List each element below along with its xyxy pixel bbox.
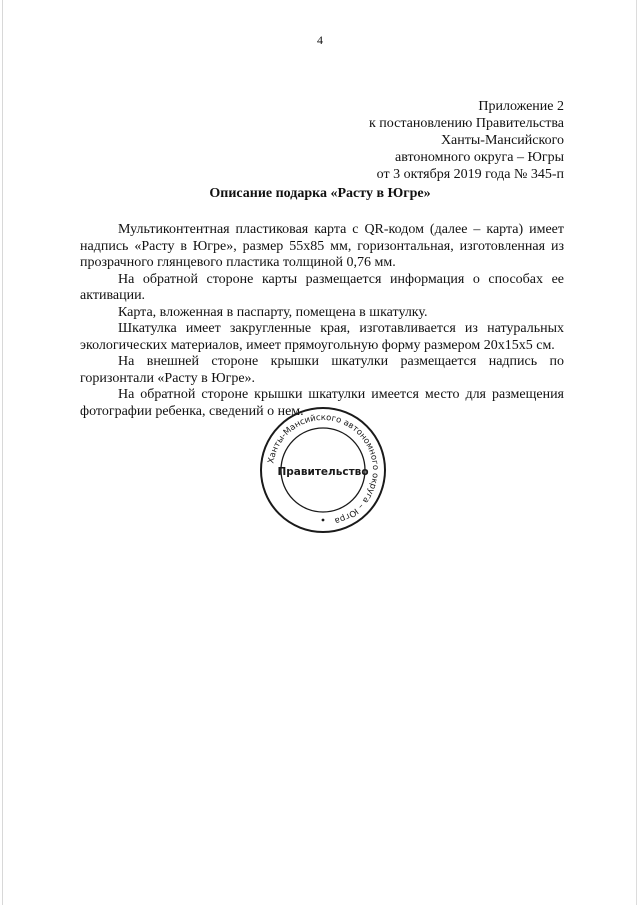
paragraph-passepartout: Карта, вложенная в паспарту, помещена в шкатулку. (118, 304, 428, 320)
appendix-block (369, 98, 564, 183)
scan-edge-right (636, 0, 637, 905)
stamp-ring-text: Ханты-Мансийского автономного округа – Югра (266, 412, 381, 526)
paragraph-card-back: На обратной стороне карты размещается информация о способах ее активации. (80, 271, 564, 303)
official-stamp-seal (258, 405, 388, 535)
appendix-line: Ханты-Мансийского (440, 133, 564, 148)
paragraph-lid-outside: На внешней стороне крышки шкатулки размещается надпись по горизонтали «Расту в Югре». (80, 354, 564, 386)
body-text (80, 222, 564, 420)
appendix-line: к постановлению Правительства (368, 116, 564, 131)
appendix-line: автономного округа – Югры (395, 150, 564, 165)
scan-edge-left (2, 0, 3, 905)
paragraph-lid-inside: На обратной стороне крышки шкатулки имеется место для размещения фотографии ребенка, сведений о нем. (80, 387, 564, 419)
appendix-line: от 3 октября 2019 года № 345-п (376, 167, 564, 182)
document-title: Описание подарка «Расту в Югре» (209, 186, 431, 201)
paragraph-card: Мультиконтентная пластиковая карта с QR-кодом (далее – карта) имеет надпись «Расту в Югре», размер 55х85 мм, горизонтальная, изготовленная из прозрачного глянцевого пластика толщиной 0,76 мм. (80, 222, 564, 270)
appendix-line: Приложение 2 (478, 99, 564, 114)
stamp-center-text: Правительство (277, 466, 369, 478)
page-number: 4 (317, 33, 323, 47)
paragraph-box: Шкатулка имеет закругленные края, изготавливается из натуральных экологических материалов, имеет прямоугольную форму размером 20х15х5 см. (80, 321, 564, 353)
